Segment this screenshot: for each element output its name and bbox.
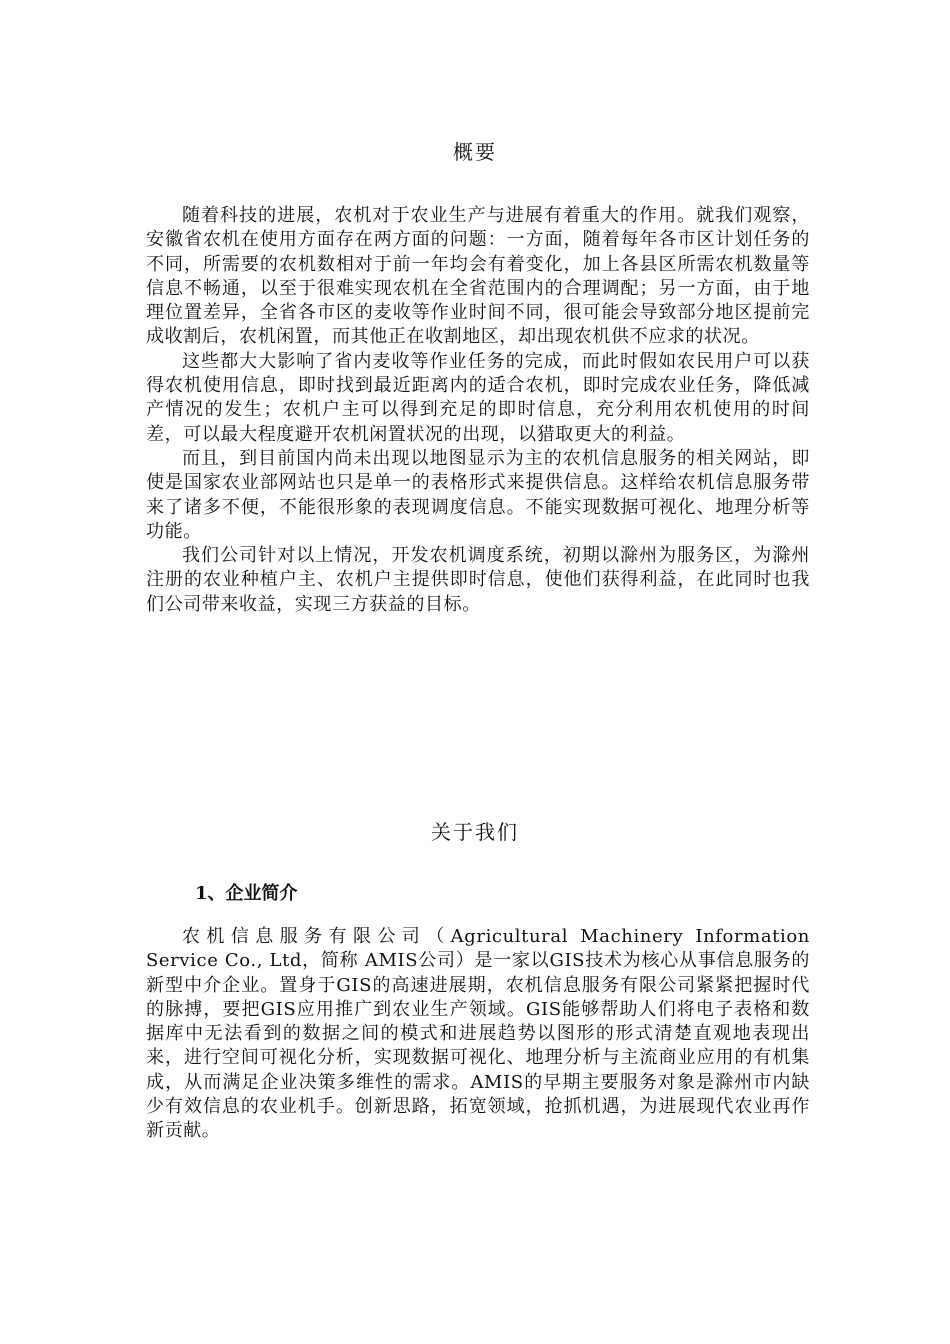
- company-intro-body: [146, 925, 810, 1144]
- summary-paragraph-4: 我们公司针对以上情况，开发农机调度系统，初期以滁州为服务区，为滁州注册的农业种植户主、农机户主提供即时信息，使他们获得利益，在此同时也我们公司带来收益，实现三方获益的目标。: [146, 545, 810, 615]
- summary-paragraph-1: 随着科技的进展，农机对于农业生产与进展有着重大的作用。就我们观察，安徽省农机在使用方面存在两方面的问题：一方面，随着每年各市区计划任务的不同，所需要的农机数相对于前一年均会有着变化，加上各县区所需农机数量等信息不畅通，以至于很难实现农机在全省范围内的合理调配；另一方面，由于地理位置差异，全省各市区的麦收等作业时间不同，很可能会导致部分地区提前完成收割后，农机闲置，而其他正在收割地区，却出现农机供不应求的状况。: [146, 205, 810, 348]
- company-intro-heading: 1、企业简介: [195, 883, 298, 904]
- about-title: 关于我们: [431, 820, 519, 844]
- summary-body: [146, 204, 810, 617]
- summary-paragraph-2: 这些都大大影响了省内麦收等作业任务的完成，而此时假如农民用户可以获得农机使用信息，即时找到最近距离内的适合农机，即时完成农业任务，降低减产情况的发生；农机户主可以得到充足的即时信息，充分利用农机使用的时间差，可以最大程度避开农机闲置状况的出现，以猎取更大的利益。: [146, 350, 810, 445]
- summary-paragraph-3: 而且，到目前国内尚未出现以地图显示为主的农机信息服务的相关网站，即使是国家农业部网站也只是单一的表格形式来提供信息。这样给农机信息服务带来了诸多不便，不能很形象的表现调度信息。不能实现数据可视化、地理分析等功能。: [146, 447, 810, 542]
- summary-title: 概要: [453, 140, 497, 164]
- company-intro-paragraph: 农机信息服务有限公司（Agricultural Machinery Information Service Co., Ltd，简称 AMIS公司）是一家以GIS技术为核心从事信息服务的新型中介企业。置身于GIS的高速进展期，农机信息服务有限公司紧紧把握时代的脉搏，要把GIS应用推广到农业生产领域。GIS能够帮助人们将电子表格和数据库中无法看到的数据之间的模式和进展趋势以图形的形式清楚直观地表现出来，进行空间可视化分析，实现数据可视化、地理分析与主流商业应用的有机集成，从而满足企业决策多维性的需求。AMIS的早期主要服务对象是滁州市内缺少有效信息的农业机手。创新思路，拓宽领域，抢抓机遇，为进展现代农业再作新贡献。: [146, 926, 810, 1142]
